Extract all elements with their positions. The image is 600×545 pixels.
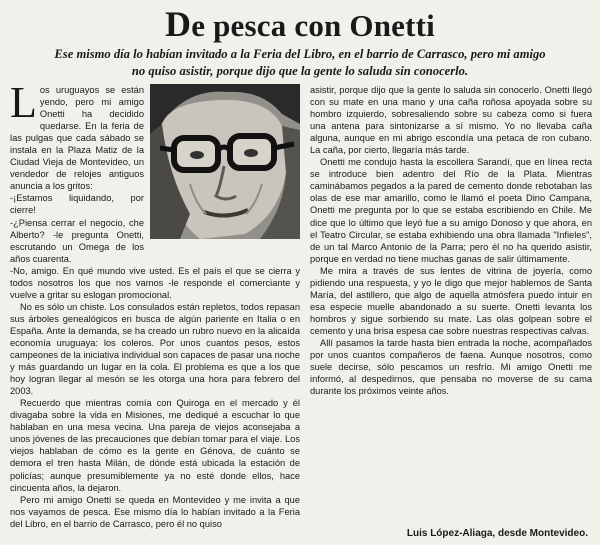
article-body	[10, 78, 592, 539]
author-photo	[150, 84, 300, 239]
paragraph-11: Allí pasamos la tarde hasta bien entrada la noche, acompañados por unos cuantos compañeros de faena. Aunque nosotros, como suele decirse, sólo pescamos un resfrío. Mi amigo Onetti me informó, al despedirnos, que pensaba no moverse de su cama durante los próximos veinte años.	[310, 337, 592, 397]
article-lead: Ese mismo día lo habían invitado a la Feria del Libro, en el barrio de Carrasco, pero mi amigo no quiso asistir, porque dijo que la gente lo saluda sin conocerlo.	[54, 47, 546, 78]
paragraph-7: Pero mi amigo Onetti se queda en Montevideo y me invita a que nos vayamos de pesca. Ese mismo día lo habían invitado a la Feria del Libro, en el barrio de Carrasco, pero él no quiso	[10, 494, 300, 529]
paragraph-4: -No, amigo. En qué mundo vive usted. Es el país el que se cierra y todos nosotros los que nos vamos -le responde el comerciante y vuelve a gritar su eslogan promocional.	[10, 265, 300, 300]
paragraph-9: Onetti me condujo hasta la escollera Sarandí, que en línea recta se introduce bien adentro del Río de la Plata. Mientras caminábamos pegados a la pared de cemento donde rebotaban las olas de ese mar amarillo, como le llamó el poeta Dino Campana, Onetti me pregunta por lo que se estaba escribiendo en Chile. Me dice que lo último que leyó fue a su amigo Donoso y que ahora, en el Teatro Circular, se estaba exhibiendo una obra llamada "Infieles", de un tal Marco Antonio de la Parra; pero él no ha querido asistir, porque en verdad no tiene muchas ganas de salir últimamente.	[310, 157, 592, 264]
left-column	[10, 78, 300, 530]
paragraph-10: Me mira a través de sus lentes de vitrina de joyería, como pidiendo una respuesta, y yo le digo que mejor hablemos de Santa María, del astillero, que algo de aquella atmósfera puedo intuir en esa especie muelle abandonado a su suerte. Onetti levanta los hombros y sigue sorbiendo su mate. Las olas golpean sobre el cemento y una brisa espesa cae sobre nuestras respectivas calvas.	[310, 265, 592, 336]
portrait-image	[150, 84, 300, 239]
paragraph-2: -¡Estamos liquidando, por cierre!	[10, 193, 144, 216]
paragraph-3: -¿Piensa cerrar el negocio, che Alberto? -le pregunta Onetti, escrutando un Omega de los años cuarenta.	[10, 217, 144, 264]
paragraph-6: Recuerdo que mientras comía con Quiroga en el mercado y él divagaba sobre la vida en Misiones, me dediqué a escuchar lo que hablaban en una mesa vecina. Una pareja de viejos aconsejaba a unos jóvenes de las precauciones que debían tomar para el viaje. Los viejos hablaban de cómo es la gente en Génova, de cuánto se demora el tren hasta Milán, de dónde está ubicada la estación de policías; aunque presumiblemente ya no esté donde ellos, hace cincuenta años, la dejaron.	[10, 398, 300, 493]
title-rest: e pesca con Onetti	[191, 8, 435, 43]
paragraph-8: asistir, porque dijo que la gente lo saluda sin conocerlo. Onetti llegó con su mate en una mano y una caña roñosa apoyada sobre su hombro izquierdo, sobresaliendo sobre su cabeza como si fuera una antena para sintonizarse a sí mismo. Yo no llevaba caña alguna, aunque en mi abrigo escondía una petaca de ron cubano. La caña, por cierto, llegaría más tarde.	[310, 85, 592, 156]
title-initial: D	[164, 4, 192, 44]
byline: Luis López-Aliaga, desde Montevideo.	[406, 528, 588, 539]
paragraph-1-text: os uruguayos se están yendo, pero mi amigo Onetti ha decidido quedarse. En la feria de las pulgas que cada sábado se instala en la Plaza Matiz de la Ciudad Vieja de Montevideo, un vendedor de relojes antiguos anuncia a los gritos:	[10, 85, 144, 192]
paragraph-5: No es sólo un chiste. Los consulados están repletos, todos repasan sus árboles genealógicos en busca de algún pariente en Italia o en España. Ante la demanda, se ha creado un rubro nuevo en la alicaída economía uruguaya: los coleros. Por unos cuantos pesos, estos campeones de la iniciativa individual son capaces de pasar una noche y más guardando un lugar en la cola. El problema es que a los que hoy logran llegar al mesón se les otorga una hora para febrero del 2003.	[10, 301, 300, 397]
right-column	[310, 84, 592, 397]
drop-cap: L	[10, 78, 37, 127]
article-title	[8, 6, 592, 42]
